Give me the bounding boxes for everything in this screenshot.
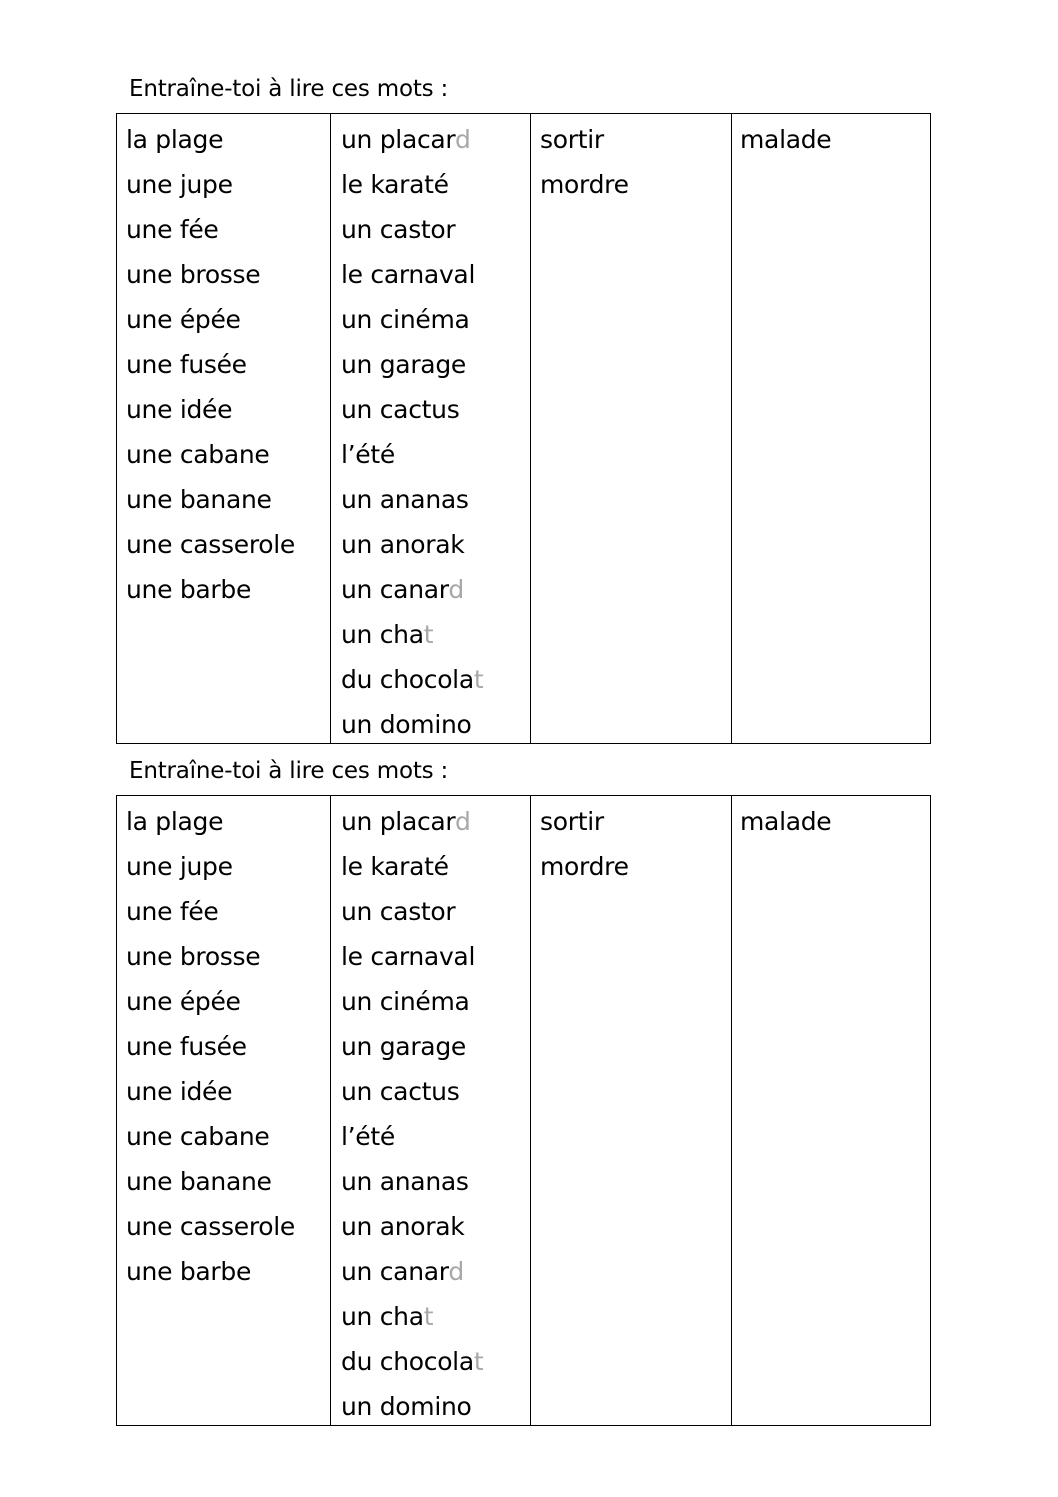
word-entry (341, 1339, 530, 1384)
word-text: la plage (126, 807, 224, 836)
word-text: le karaté (341, 852, 449, 881)
word-entry (341, 934, 530, 979)
word-text: une épée (126, 305, 241, 334)
silent-letter: d (448, 1257, 464, 1286)
word-text: malade (740, 125, 832, 154)
word-text: un cactus (341, 1077, 460, 1106)
word-entry (126, 162, 330, 207)
word-column (731, 796, 930, 1425)
silent-letter: d (454, 125, 471, 154)
word-entry (341, 702, 530, 747)
word-entry (341, 979, 530, 1024)
word-column (330, 796, 530, 1425)
word-entry (126, 117, 330, 162)
word-text: une casserole (126, 530, 295, 559)
word-entry (126, 207, 330, 252)
word-entry (341, 612, 530, 657)
word-entry (126, 1114, 330, 1159)
section-title: Entraîne-toi à lire ces mots : (129, 758, 449, 784)
word-entry (126, 844, 330, 889)
word-entry (341, 1159, 530, 1204)
word-text: un garage (341, 350, 466, 379)
word-entry (126, 567, 330, 612)
word-column (731, 114, 930, 743)
word-text: une épée (126, 987, 241, 1016)
word-entry (126, 1249, 330, 1294)
word-column (530, 796, 731, 1425)
word-entry (341, 657, 530, 702)
word-entry (740, 117, 930, 162)
word-entry (341, 1024, 530, 1069)
word-entry (341, 117, 530, 162)
word-column (530, 114, 731, 743)
word-entry (540, 799, 731, 844)
word-text: un cinéma (341, 987, 470, 1016)
word-column (117, 796, 330, 1425)
word-text: une jupe (126, 852, 233, 881)
word-text: une banane (126, 1167, 272, 1196)
word-text: l’été (341, 440, 395, 469)
word-entry (341, 799, 530, 844)
word-text: un castor (341, 215, 456, 244)
silent-letter: t (423, 1302, 434, 1331)
word-text: une barbe (126, 575, 252, 604)
word-entry (126, 522, 330, 567)
word-text: sortir (540, 125, 604, 154)
word-text: une banane (126, 485, 272, 514)
silent-letter: d (448, 575, 464, 604)
word-text: malade (740, 807, 832, 836)
word-entry (126, 1204, 330, 1249)
word-text: le carnaval (341, 260, 476, 289)
word-text: du chocola (341, 1347, 474, 1376)
word-entry (341, 162, 530, 207)
word-text: un anorak (341, 1212, 465, 1241)
word-text: un canar (341, 575, 449, 604)
word-text: un cinéma (341, 305, 470, 334)
word-column (330, 114, 530, 743)
word-entry (126, 477, 330, 522)
word-table (116, 795, 931, 1426)
word-text: une casserole (126, 1212, 295, 1241)
word-entry (341, 1384, 530, 1429)
word-text: mordre (540, 170, 629, 199)
word-text: une fée (126, 897, 219, 926)
word-entry (341, 342, 530, 387)
word-entry (126, 934, 330, 979)
word-entry (341, 207, 530, 252)
word-text: mordre (540, 852, 629, 881)
word-text: la plage (126, 125, 224, 154)
word-entry (341, 1069, 530, 1114)
word-entry (341, 432, 530, 477)
word-column (117, 114, 330, 743)
word-entry (341, 1114, 530, 1159)
word-entry (341, 477, 530, 522)
word-text: une brosse (126, 260, 261, 289)
word-entry (126, 889, 330, 934)
word-text: une fusée (126, 350, 247, 379)
word-text: une barbe (126, 1257, 252, 1286)
word-text: une fée (126, 215, 219, 244)
word-entry (126, 1159, 330, 1204)
word-entry (341, 522, 530, 567)
word-text: un domino (341, 710, 472, 739)
word-entry (341, 297, 530, 342)
word-text: un ananas (341, 1167, 469, 1196)
silent-letter: t (473, 1347, 484, 1376)
word-text: une idée (126, 1077, 233, 1106)
word-text: une jupe (126, 170, 233, 199)
word-text: une cabane (126, 440, 270, 469)
word-entry (341, 1249, 530, 1294)
word-text: un ananas (341, 485, 469, 514)
word-entry (341, 1294, 530, 1339)
word-text: le carnaval (341, 942, 476, 971)
word-text: une fusée (126, 1032, 247, 1061)
word-table (116, 113, 931, 744)
word-text: sortir (540, 807, 604, 836)
word-entry (126, 979, 330, 1024)
silent-letter: d (454, 807, 471, 836)
word-entry (126, 799, 330, 844)
word-entry (540, 117, 731, 162)
word-text: une cabane (126, 1122, 270, 1151)
word-text: du chocola (341, 665, 474, 694)
word-entry (341, 844, 530, 889)
word-entry (341, 1204, 530, 1249)
word-entry (341, 387, 530, 432)
word-entry (740, 799, 930, 844)
word-text: un garage (341, 1032, 466, 1061)
word-text: un cha (341, 1302, 424, 1331)
word-text: une brosse (126, 942, 261, 971)
word-text: une idée (126, 395, 233, 424)
word-entry (126, 1024, 330, 1069)
word-text: un cha (341, 620, 424, 649)
word-entry (540, 162, 731, 207)
silent-letter: t (473, 665, 484, 694)
word-entry (126, 432, 330, 477)
word-entry (126, 1069, 330, 1114)
word-text: l’été (341, 1122, 395, 1151)
word-entry (126, 387, 330, 432)
word-entry (341, 252, 530, 297)
word-entry (540, 844, 731, 889)
section-title: Entraîne-toi à lire ces mots : (129, 76, 449, 102)
word-entry (126, 342, 330, 387)
word-text: un placar (341, 125, 455, 154)
word-text: un castor (341, 897, 456, 926)
word-text: un cactus (341, 395, 460, 424)
word-text: un canar (341, 1257, 449, 1286)
word-entry (341, 567, 530, 612)
word-entry (341, 889, 530, 934)
word-entry (126, 252, 330, 297)
word-text: un placar (341, 807, 455, 836)
word-entry (126, 297, 330, 342)
silent-letter: t (423, 620, 434, 649)
word-text: un domino (341, 1392, 472, 1421)
word-text: le karaté (341, 170, 449, 199)
word-text: un anorak (341, 530, 465, 559)
